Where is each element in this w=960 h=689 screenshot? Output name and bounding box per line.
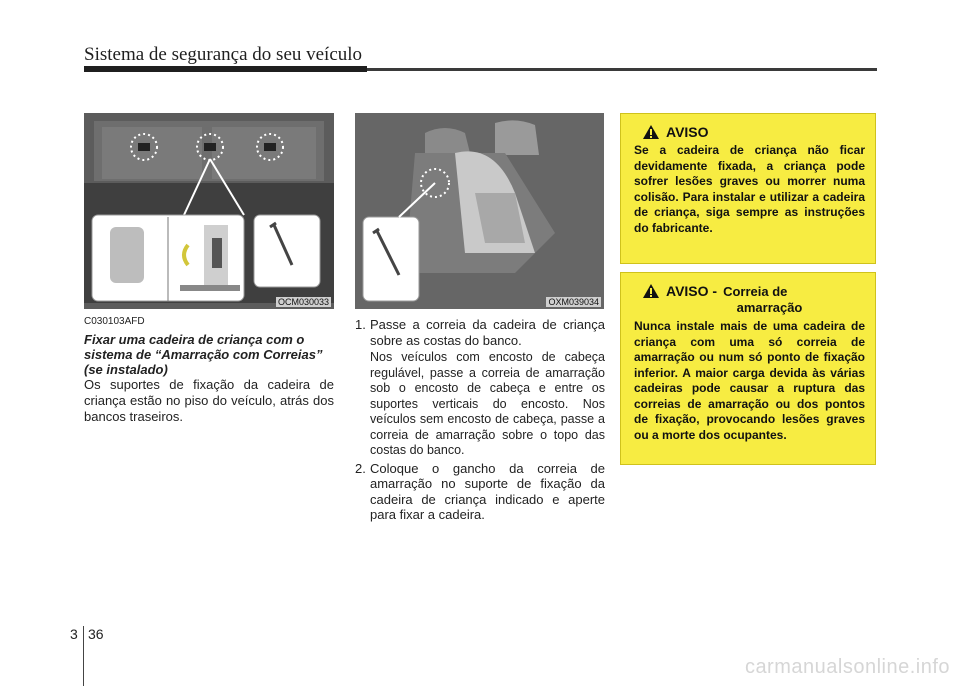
warning-text: Se a cadeira de criança não ficar devidamente fixada, a criança pode sofrer lesões graves ou morrer numa colisão. Para instalar e utilizar a cadeira de criança, siga sempre as instruções do fabricante. (634, 143, 865, 235)
step-item (355, 461, 605, 523)
trunk-anchor-figure (84, 113, 334, 309)
header-rule-accent (84, 66, 367, 72)
page-number: 36 (88, 626, 104, 642)
step-text: Passe a correia da cadeira de criança sobre as costas do banco. (370, 317, 605, 348)
warning-box (620, 113, 876, 264)
warning-triangle-icon (642, 283, 660, 299)
footer-divider (83, 626, 84, 686)
warning-subtitle-continued: amarração (736, 300, 803, 315)
trunk-anchor-illustration-icon (84, 113, 334, 309)
warning-header (634, 124, 865, 140)
warning-triangle-icon (642, 124, 660, 140)
section-code: C030103AFD (84, 316, 145, 327)
warning-subtitle: Correia de (723, 283, 788, 299)
watermark: carmanualsonline.info (744, 656, 950, 678)
warning-title: AVISO (666, 124, 709, 140)
warning-text: Nunca instale mais de uma cadeira de criança com uma só correia de amarração ou num só ponto de fixação inferior. A maior carga devida às várias cadeiras pode causar a ruptura das correias de amarração ou dos pontos de fixação, provocando lesões graves ou a morte dos ocupantes. (634, 319, 865, 442)
warning-box (620, 272, 876, 465)
instruction-steps (355, 317, 605, 525)
section-heading: Fixar uma cadeira de criança com o sistema de “Amarração com Correias” (se instalado) (84, 332, 323, 377)
step-number: 1. (355, 317, 366, 332)
step-number: 2. (355, 460, 366, 476)
chapter-number: 3 (70, 626, 78, 642)
child-seat-figure (355, 113, 604, 309)
step-text: Coloque o gancho da correia de amarração no suporte de fixação da cadeira de criança indicado e aperte para fixar a cadeira. (370, 460, 605, 522)
warning-header (634, 283, 865, 299)
step-subtext: Nos veículos com encosto de cabeça regulável, passe a correia de amarração sob o encosto de cabeça e entre os suportes verticais do encosto. Nos veículos sem encosto de cabeça, passe a correia de amarração sobre o topo das costas do banco. (370, 350, 605, 457)
figure-code: OCM030033 (277, 297, 329, 307)
section-paragraph: Os suportes de fixação da cadeira de criança estão no piso do veículo, atrás dos bancos traseiros. (84, 377, 334, 424)
warning-title: AVISO - (666, 283, 718, 299)
figure-code: OXM039034 (548, 297, 599, 307)
step-item (355, 317, 605, 348)
child-seat-tether-illustration-icon (355, 113, 604, 309)
page-header-title: Sistema de segurança do seu veículo (84, 44, 363, 65)
